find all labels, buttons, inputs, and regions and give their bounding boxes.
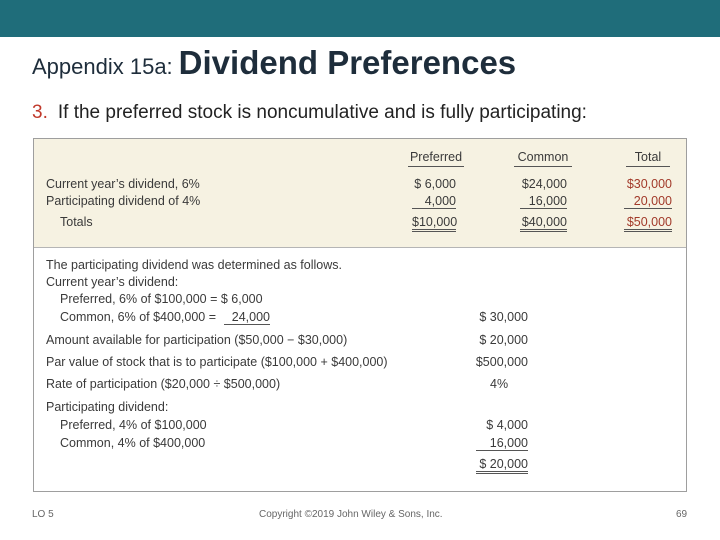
current-total-value: $ 30,000 bbox=[479, 310, 528, 324]
cell-common: 16,000 bbox=[520, 194, 567, 209]
par-value-label: Par value of stock that is to participate ($100,000 + $400,000) bbox=[46, 355, 388, 369]
current-common-label: Common, 6% of $400,000 = bbox=[60, 310, 216, 324]
current-common-value: 24,000 bbox=[224, 310, 270, 325]
header-common: Common bbox=[514, 150, 572, 167]
participating-heading: Participating dividend: bbox=[46, 400, 169, 414]
top-bar bbox=[0, 0, 720, 37]
participating-common-label: Common, 4% of $400,000 bbox=[60, 436, 206, 450]
title-main: Dividend Preferences bbox=[178, 44, 517, 81]
page-number: 69 bbox=[676, 509, 688, 520]
slide-title bbox=[32, 44, 516, 82]
subtitle-number: 3. bbox=[32, 102, 48, 123]
dividend-table bbox=[34, 139, 686, 248]
rate-label: Rate of participation ($20,000 ÷ $500,000) bbox=[46, 377, 281, 391]
subtitle-text: If the preferred stock is noncumulative and is fully participating: bbox=[57, 102, 587, 123]
learning-objective: LO 5 bbox=[32, 509, 54, 520]
current-preferred-line: Preferred, 6% of $100,000 = $ 6,000 bbox=[60, 292, 263, 306]
dividend-panel bbox=[33, 138, 687, 492]
participating-preferred-value: $ 4,000 bbox=[486, 418, 528, 432]
participating-total-value: $ 20,000 bbox=[476, 457, 528, 474]
row-label: Participating dividend of 4% bbox=[46, 194, 201, 208]
available-label: Amount available for participation ($50,000 − $30,000) bbox=[46, 333, 348, 347]
header-preferred: Preferred bbox=[408, 150, 464, 167]
row-label: Totals bbox=[60, 215, 93, 229]
row-label: Current year’s dividend, 6% bbox=[46, 177, 200, 191]
copyright: Copyright ©2019 John Wiley & Sons, Inc. bbox=[259, 509, 443, 520]
par-value-value: $500,000 bbox=[475, 355, 528, 369]
title-prefix: Appendix 15a: bbox=[32, 54, 173, 79]
header-total: Total bbox=[626, 150, 670, 167]
cell-preferred: $ 6,000 bbox=[414, 177, 456, 191]
cell-total: $50,000 bbox=[624, 215, 672, 232]
participating-preferred-label: Preferred, 4% of $100,000 bbox=[60, 418, 207, 432]
cell-common: $40,000 bbox=[520, 215, 567, 232]
slide-subtitle bbox=[32, 102, 587, 124]
participating-common-value: 16,000 bbox=[476, 436, 528, 451]
rate-value: 4% bbox=[490, 377, 509, 391]
available-value: $ 20,000 bbox=[479, 333, 528, 347]
cell-preferred: $10,000 bbox=[412, 215, 456, 232]
cell-total: 20,000 bbox=[624, 194, 672, 209]
cell-preferred: 4,000 bbox=[412, 194, 456, 209]
cell-total: $30,000 bbox=[626, 177, 672, 191]
computation-intro: The participating dividend was determined as follows. bbox=[46, 258, 342, 272]
current-dividend-heading: Current year’s dividend: bbox=[46, 275, 179, 289]
cell-common: $24,000 bbox=[521, 177, 567, 191]
